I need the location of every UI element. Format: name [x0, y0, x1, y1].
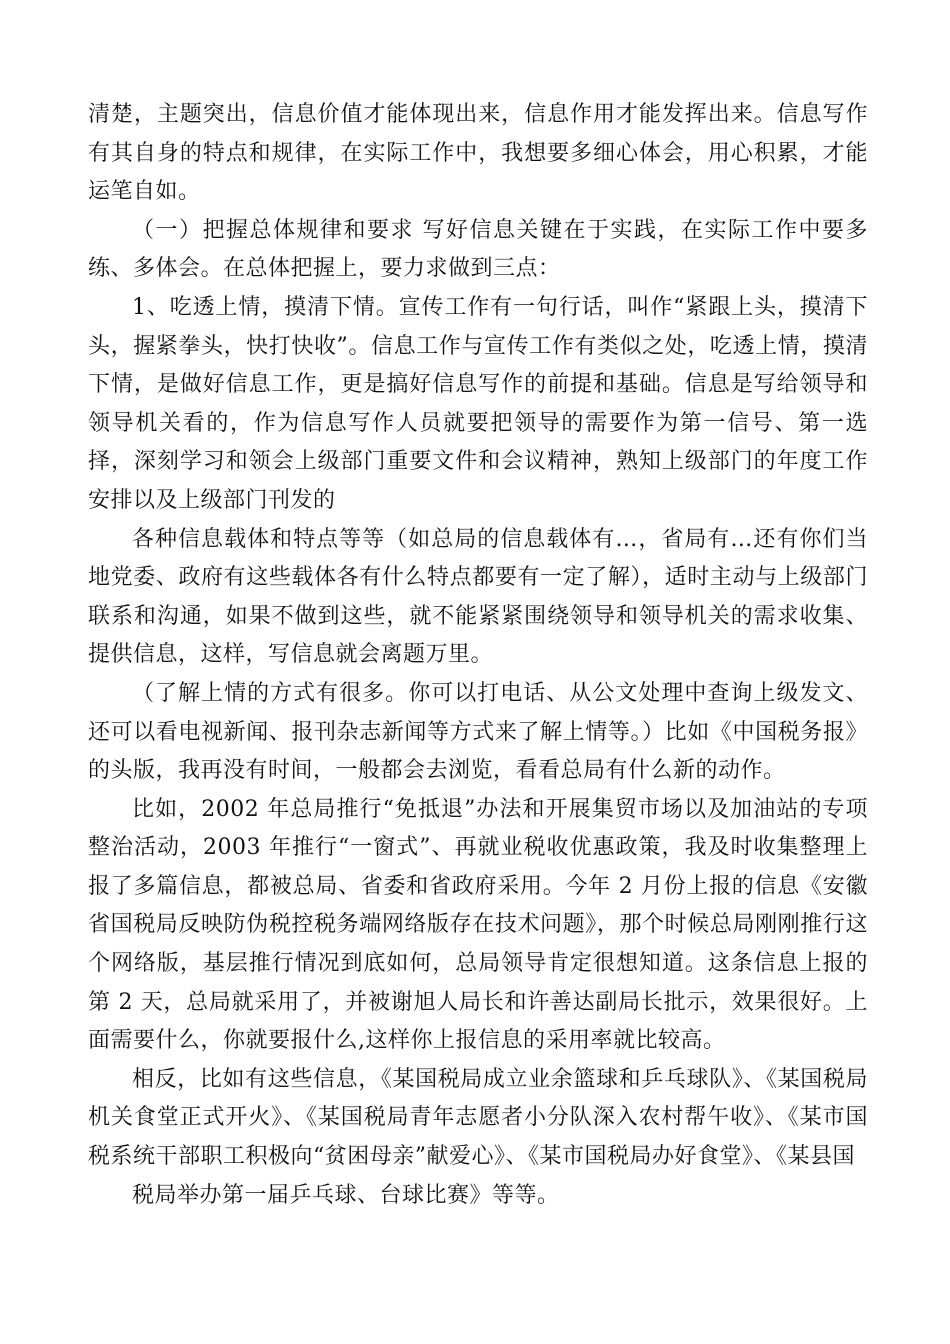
- paragraph: 各种信息载体和特点等等（如总局的信息载体有…，省局有…还有你们当地党委、政府有这些载体各有什么特点都要有一定了解），适时主动与上级部门联系和沟通，如果不做到这些，就不能紧紧围绕领导和领导机关的需求收集、提供信息，这样，写信息就会离题万里。: [88, 526, 868, 668]
- paragraph: （一）把握总体规律和要求 写好信息关键在于实践，在实际工作中要多练、多体会。在总体把握上，要力求做到三点：: [88, 217, 868, 282]
- paragraph: 相反，比如有这些信息，《某国税局成立业余篮球和乒乓球队》、《某国税局机关食堂正式开火》、《某国税局青年志愿者小分队深入农村帮午收》、《某市国税系统干部职工积极向“贫困母亲”献爱心》、《某市国税局办好食堂》、《某县国: [88, 1066, 868, 1170]
- document-body: [88, 96, 868, 1215]
- paragraph: 清楚，主题突出，信息价值才能体现出来，信息作用才能发挥出来。信息写作有其自身的特点和规律，在实际工作中，我想要多细心体会，用心积累，才能运笔自如。: [88, 102, 868, 205]
- paragraph: 税局举办第一届乒乓球、台球比赛》等等。: [132, 1182, 560, 1208]
- paragraph: 比如，2002 年总局推行“免抵退”办法和开展集贸市场以及加油站的专项整治活动，2003 年推行“一窗式”、再就业税收优惠政策，我及时收集整理上报了多篇信息，都被总局、省委和省政府采用。今年 2 月份上报的信息《安徽省国税局反映防伪税控税务端网络版存在技术问题》，那个时候总局刚刚推行这个网络版，基层推行情况到底如何，总局领导肯定很想知道。这条信息上报的第 2 天，总局就采用了，并被谢旭人局长和许善达副局长批示，效果很好。上面需要什么，你就要报什么,这样你上报信息的采用率就比较高。: [88, 796, 868, 1054]
- paragraph: 1、吃透上情，摸清下情。宣传工作有一句行话，叫作“紧跟上头，摸清下头，握紧拳头，快打快收”。信息工作与宣传工作有类似之处，吃透上情，摸清下情，是做好信息工作，更是搞好信息写作的前提和基础。信息是写给领导和领导机关看的，作为信息写作人员就要把领导的需要作为第一信号、第一选择，深刻学习和领会上级部门重要文件和会议精神，熟知上级部门的年度工作安排以及上级部门刊发的: [88, 294, 868, 513]
- paragraph: （了解上情的方式有很多。你可以打电话、从公文处理中查询上级发文、还可以看电视新闻、报刊杂志新闻等方式来了解上情等。）比如《中国税务报》的头版，我再没有时间，一般都会去浏览，看看总局有什么新的动作。: [88, 680, 868, 784]
